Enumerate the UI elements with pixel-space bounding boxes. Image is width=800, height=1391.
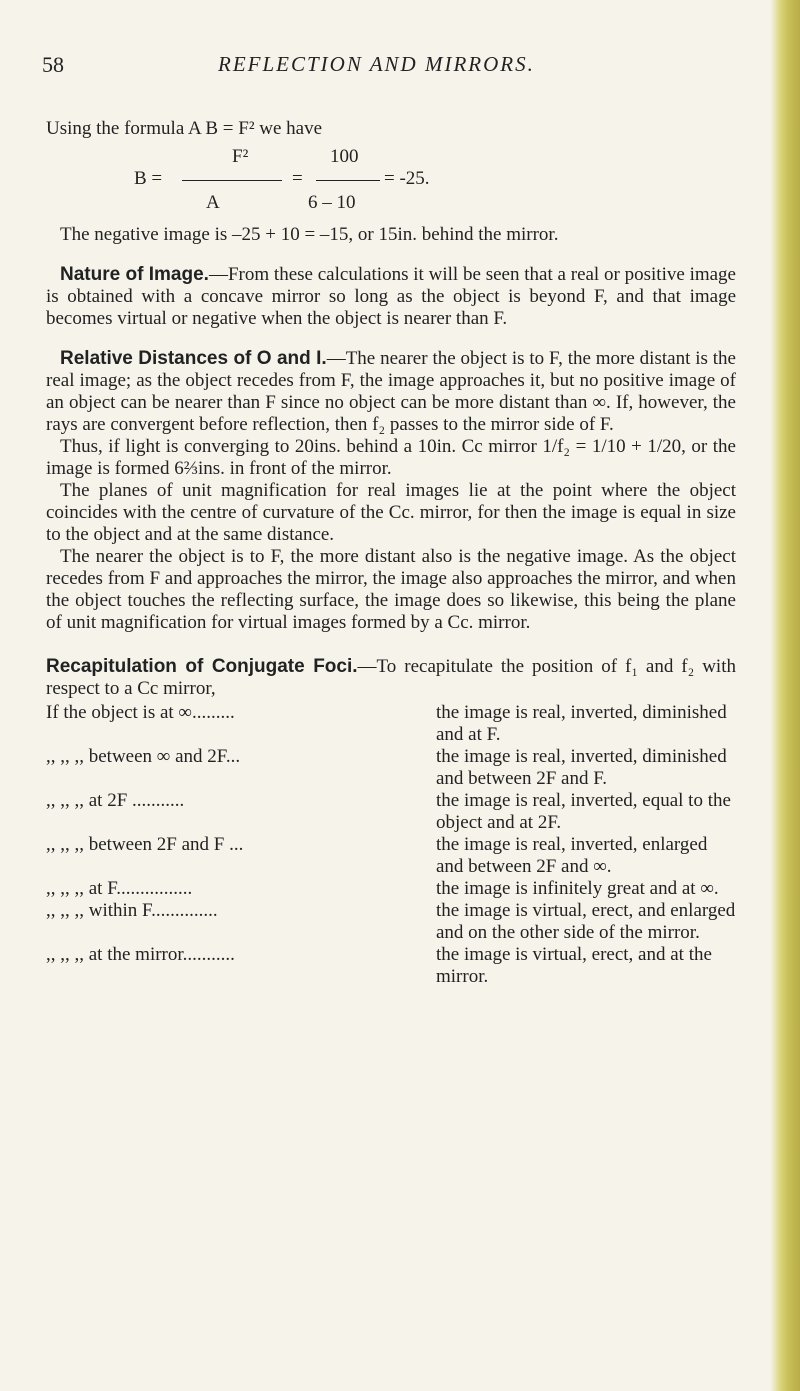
formula-denominator-2: 6 – 10 [308, 192, 356, 213]
recap-row-condition: ,, ,, ,, at F................ [46, 878, 193, 899]
recap-row [46, 944, 736, 988]
recap-row-result: the image is virtual, erect, and enlarged and on the other side of the mirror. [436, 900, 736, 943]
recap-table [46, 702, 736, 988]
recap-row-result: the image is real, inverted, equal to the object and at 2F. [436, 790, 731, 833]
nature-heading: Nature of Image. [60, 264, 209, 285]
page-body [46, 118, 736, 988]
relative-text-1: —The nearer the object is to F, the more distant is the real image; as the object recedes from F, the image approaches it, but no positive image of an object can be nearer than F since no object can be more distant than ∞. If, however, the rays are convergent before reflection, then f₂ passes to the mirror side of F. [46, 348, 736, 435]
recap-row-condition: ,, ,, ,, within F.............. [46, 900, 218, 921]
recap-row-result: the image is infinitely great and at ∞. [436, 878, 719, 899]
formula-lhs: B = [134, 168, 163, 189]
page-header [40, 52, 760, 82]
recap-heading: Recapitulation of Conjugate Foci. [46, 656, 358, 677]
page-edge [770, 0, 800, 1391]
recap-row-condition: If the object is at ∞......... [46, 702, 235, 723]
formula-conclusion: The negative image is –25 + 10 = –15, or 15in. behind the mirror. [60, 224, 559, 245]
fraction-bar-1 [182, 180, 282, 181]
relative-paragraph-3: The planes of unit magnification for real images lie at the point where the object coincides with the centre of curvature of the Cc. mirror, for then the image is equal in size to the object and at the same distance. [46, 480, 736, 545]
formula-block [46, 140, 736, 216]
recap-row-result: the image is real, inverted, enlarged and between 2F and ∞. [436, 834, 708, 877]
recap-row-result: the image is virtual, erect, and at the mirror. [436, 944, 712, 987]
nature-paragraph [46, 264, 736, 330]
relative-heading: Relative Distances of O and I. [60, 348, 327, 369]
recap-row-condition: ,, ,, ,, between 2F and F ... [46, 834, 244, 855]
formula-result: = -25. [384, 168, 430, 189]
formula-numerator-1: F² [232, 146, 249, 167]
recap-row [46, 790, 736, 834]
recap-row-condition: ,, ,, ,, between ∞ and 2F... [46, 746, 241, 767]
formula-equals-1: = [292, 168, 303, 189]
recap-row [46, 834, 736, 878]
recap-row [46, 878, 736, 900]
recap-row [46, 702, 736, 746]
page-number: 58 [42, 52, 64, 77]
recap-row-result: the image is real, inverted, diminished and at F. [436, 702, 727, 745]
recap-row [46, 900, 736, 944]
formula-denominator-1: A [206, 192, 220, 213]
recap-intro: —To recapitulate the position of f₁ and f₂ with respect to a Cc mirror, [46, 656, 736, 699]
recap-row-condition: ,, ,, ,, at 2F ........... [46, 790, 185, 811]
nature-text: —From these calculations it will be seen that a real or positive image is obtained with a concave mirror so long as the object is beyond F, and that image becomes virtual or negative when the object is nearer than F. [46, 264, 736, 329]
relative-paragraph-1 [46, 348, 736, 436]
recap-row-condition: ,, ,, ,, at the mirror........... [46, 944, 235, 965]
recap-paragraph [46, 656, 736, 700]
recap-row-result: the image is real, inverted, diminished and between 2F and F. [436, 746, 727, 789]
relative-paragraph-4: The nearer the object is to F, the more distant also is the negative image. As the object recedes from F and approaches the mirror, the image also approaches the mirror, and when the object touches the reflecting surface, the image does so likewise, this being the plane of unit magnification for virtual images formed by a Cc. mirror. [46, 546, 736, 633]
formula-numerator-2: 100 [330, 146, 359, 167]
recap-row [46, 746, 736, 790]
fraction-bar-2 [316, 180, 380, 181]
formula-intro: Using the formula A B = F² we have [46, 118, 323, 139]
relative-paragraph-2: Thus, if light is converging to 20ins. behind a 10in. Cc mirror 1/f₂ = 1/10 + 1/20, or the image is formed 6⅔ins. in front of the mirror. [46, 436, 736, 479]
running-title: REFLECTION AND MIRRORS. [218, 52, 535, 76]
